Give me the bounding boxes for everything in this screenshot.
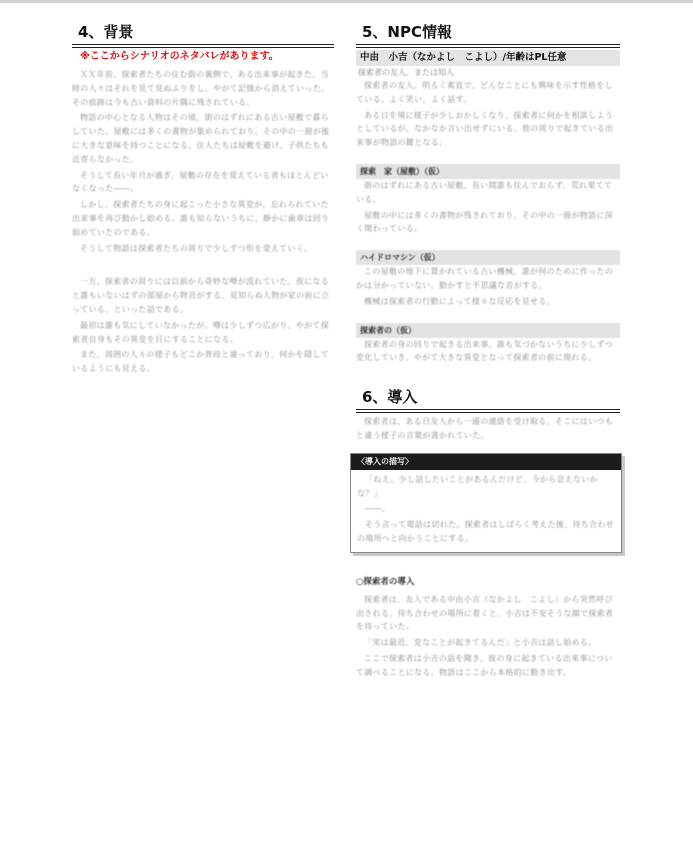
section-rule [356, 44, 620, 48]
body-paragraph: しかし、探索者たちの身に起こった小さな異変が、忘れられていた出来事を再び動かし始める。誰も知らないうちに、静かに歯車は回り始めていたのである。 [72, 200, 330, 237]
intro-box-body [351, 470, 621, 552]
npc-name-bar: 中由 小吉（なかよし こよし）/年齢はPL任意 [356, 50, 620, 66]
body-paragraph: そう言って電話は切れた。探索者はしばらく考えた後、待ち合わせの場所へと向かうことにする。 [357, 520, 614, 543]
body-paragraph: 探索者の身の回りで起きる出来事。誰も気づかないうちに少しずつ変化していき、やがて大きな異変となって探索者の前に現れる。 [356, 339, 613, 363]
body-paragraph: ＸＸ年前、探索者たちの住む街の裏側で、ある出来事が起きた。当時の人々はそれを見て見ぬふりをし、やがて記憶から消えていった。その痕跡は今も古い資料の片隅に残されている。 [72, 70, 330, 107]
body-paragraph: 「実は最近、変なことが起きてるんだ」と小吉は話し始める。 [364, 638, 597, 648]
body-paragraph: 「ねえ、少し話したいことがあるんだけど、今から会えないかな？」 [357, 474, 598, 498]
body-paragraph: 街のはずれにある古い屋敷。長い間誰も住んでおらず、荒れ果てている。 [356, 180, 613, 204]
intro-box-title: 〈導入の描写〉 [351, 454, 621, 470]
body-paragraph: この屋敷の地下に置かれている古い機械。誰が何のために作ったのかは分かっていない。動かすと不思議な音がする。 [356, 267, 613, 290]
top-border [0, 0, 693, 3]
subsection-bar: 探索者の（仮） [356, 323, 620, 338]
npc-subtitle: 探索者の友人、または知人 [358, 68, 454, 77]
body-paragraph: ここで探索者は小吉の話を聞き、彼の身に起きている出来事について調べることになる。物語はここから本格的に動き出す。 [356, 653, 613, 677]
right-column [356, 22, 620, 682]
body-paragraph: ある日を境に様子が少しおかしくなり、探索者に何かを相談しようとしているが、なかなか言い出せずにいる。彼の周りで起きている出来事が物語の鍵となる。 [356, 110, 614, 148]
subsection-bar: ハイドロマシン（仮） [356, 250, 620, 265]
spoiler-warning: ※ここからシナリオのネタバレがあります。 [80, 51, 279, 62]
section-heading-background: 4、背景 [78, 23, 134, 41]
left-column [72, 22, 334, 378]
body-paragraph: 探索者は、友人である中由小吉（なかよし こよし）から突然呼び出される。待ち合わせの場所に着くと、小吉は不安そうな顔で探索者を待っていた。 [356, 594, 614, 632]
section-heading-npc: 5、NPC情報 [362, 23, 452, 41]
body-paragraph: そうして物語は探索者たちの周りで少しずつ形を変えていく。 [80, 243, 313, 253]
body-paragraph: 物語の中心となる人物はその頃、街のはずれにある古い屋敷で暮らしていた。屋敷には多くの書物が集められており、その中の一冊が後に大きな意味を持つことになる。住人たちは屋敷を避け、子供たちも近寄らなかった。 [72, 113, 330, 164]
body-paragraph: 屋敷の中には多くの書物が残されており、その中の一冊が物語に深く関わっている。 [356, 210, 613, 234]
section-heading-intro: 6、導入 [362, 388, 418, 407]
body-paragraph: 探索者は、ある日友人から一通の連絡を受け取る。そこにはいつもと違う様子の言葉が書かれていた。 [356, 417, 613, 440]
section-rule [356, 409, 620, 413]
body-paragraph: 最初は誰も気にしていなかったが、噂は少しずつ広がり、やがて探索者自身もその異変を目にすることになる。 [72, 320, 329, 344]
body-paragraph: 一方、探索者の周りには以前から奇妙な噂が流れていた。夜になると誰もいないはずの部屋から物音がする、見知らぬ人物が家の前に立っている、といった話である。 [72, 277, 330, 314]
body-paragraph: そうして長い年月が過ぎ、屋敷の存在を覚えている者もほとんどいなくなった――。 [72, 170, 329, 194]
body-paragraph: また、周囲の人々の様子もどこか普段と違っており、何かを隠しているようにも見える。 [72, 350, 329, 374]
body-paragraph: 探索者の友人。明るく素直で、どんなことにも興味を示す性格をしている。よく笑い、よく話す。 [356, 81, 613, 104]
body-paragraph: ――。 [365, 504, 390, 514]
body-paragraph: 機械は探索者の行動によって様々な反応を見せる。 [364, 296, 555, 306]
intro-box [350, 453, 622, 553]
subsection-bar: 探索 家（屋敷）（仮） [356, 164, 620, 179]
intro-subheading: ○探索者の導入 [356, 576, 415, 587]
section-rule [72, 44, 334, 48]
